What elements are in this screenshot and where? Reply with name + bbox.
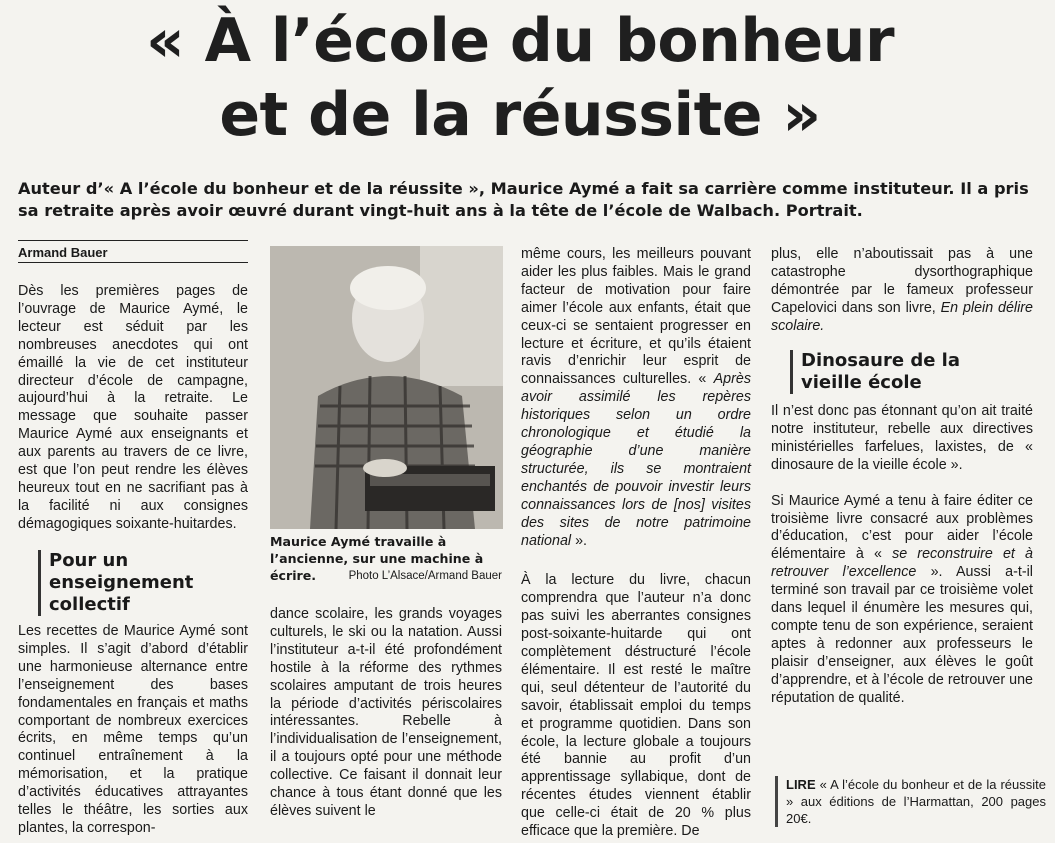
dysorthography-text: plus, elle n’aboutissait pas à une catastrophe dysorthographique démontrée par le fameux professeur Capelovici dans son livre, — [771, 246, 1033, 316]
paragraph-rebel: Il n’est donc pas étonnant qu’on ait traité notre instituteur, rebelle aux directives ministérielles farfelues, laxistes, de « dinosaure de la vieille école ». — [771, 403, 1033, 473]
read-text: « A l’école du bonheur et de la réussite » aux éditions de l’Harmattan, 200 pages 20€. — [786, 777, 1046, 826]
author-byline: Armand Bauer — [18, 240, 248, 263]
column-4-top — [771, 246, 1033, 336]
subheading-dinosaur: Dinosaure de la vieille école — [790, 350, 1021, 394]
subheading-collective-teaching: Pour un enseignement collectif — [38, 550, 219, 616]
book-title-reference: En plein délire scolaire. — [771, 299, 1033, 334]
read-label: LIRE — [786, 777, 816, 792]
paragraph-activities: dance scolaire, les grands voyages culturels, le ski ou la natation. Aussi l’instituteur a-t-il été profondément hostile à la réforme des rythmes scolaires amputant de trois heures la période d’activités périscolaires intéressantes. Rebelle à l’individualisation de l’enseignement, il a toujours opté pour une méthode collective. Ce faisant il donnait leur chance à tous étant donné que les élèves suivent le — [270, 606, 502, 819]
paragraph-recipes: Les recettes de Maurice Aymé sont simples. Il s’agit d’abord d’établir une harmonieuse alternance entre l’enseignement des bases fondamentales en français et maths comportant de nombreux exercices écrits, en même temps qu’un continuel entraînement à la mémorisation, et la pratique d’activités éducatives attrayantes telles le théâtre, les sorties aux plantes, la correspon- — [18, 623, 248, 836]
column-2 — [270, 606, 502, 821]
column-1-bottom — [18, 623, 248, 838]
photo-credit: Photo L’Alsace/Armand Bauer — [348, 570, 502, 582]
motivation-quote: Après avoir assimilé les repères historiques selon un ordre chronologique et étudié la géographie d’une manière structurée, ils se montraient enchantés de pouvoir investir leurs connaissances lors de [nos] visites des sites de notre patrimoine national — [521, 371, 751, 549]
paragraph-motivation — [521, 246, 751, 550]
paragraph-intro: Dès les premières pages de l’ouvrage de Maurice Aymé, le lecteur est séduit par les nombreuses anecdotes qui ont émaillé la vie de cet instituteur directeur d’école de campagne, aujourd’hui à la retraite. Le message que souhaite passer Maurice Aymé aux enseignants et aux parents au travers de ce livre, est que l’on peut rendre les élèves heureux tout en ne sacrifiant pas à la facilité ni aux consignes démagogiques soixante-huitardes. — [18, 283, 248, 532]
column-4-bottom — [771, 403, 1033, 708]
headline-line-1: « À l’école du bonheur — [145, 6, 895, 76]
column-3 — [521, 246, 751, 841]
third-book-text-2: ». Aussi a-t-il terminé son travail par ce troisième volet dans lequel il énumère les mesures qui, compte tenu de son expérience, seraient aptes à redonner aux professeurs le plaisir d’enseigner, aux élèves le goût d’apprendre, et à l’école de retrouver une réputation de qualité. — [771, 564, 1033, 706]
third-book-quote: se reconstruire et à retrouver l’excellence — [771, 546, 1033, 581]
paragraph-third-book — [771, 493, 1033, 708]
motivation-text: même cours, les meilleurs pouvant aider les plus faibles. Mais le grand facteur de motivation pour faire aimer l’école aux enfants, était que ceux-ci se sentaient progresser en lecture et écriture, et qu’ils étaient ravis d’enrichir leur esprit de connaissances culturelles. « — [521, 246, 751, 388]
paragraph-reading: À la lecture du livre, chacun comprendra que l’auteur n’a donc pas suivi les aberrantes consignes post-soixante-huitarde qui ont complètement déstructuré l’école élémentaire. Il est resté le maître qui, seul détenteur de l’autorité du savoir, établissait emploi du temps et programme quotidien. Dans son école, la lecture globale a toujours été bannie au profit d’un apprentissage syllabique, dont de récentes études viennent établir que celle-ci était de 20 % plus efficace que la première. De — [521, 572, 751, 840]
lead-paragraph: Auteur d’« A l’école du bonheur et de la réussite », Maurice Aymé a fait sa carrière comme instituteur. Il a pris sa retraite après avoir œuvré durant vingt-huit ans à la tête de l’école de Walbach. Portrait. — [18, 179, 1029, 220]
photo-caption: Maurice Aymé travaille à l’ancienne, sur une machine à écrire. — [270, 534, 484, 583]
third-book-text-1: Si Maurice Aymé a tenu à faire éditer ce troisième livre consacré aux problèmes d’éducation, c’est pour aider l’école élémentaire à « — [771, 492, 1033, 563]
column-1-top — [18, 283, 248, 534]
motivation-end: ». — [575, 532, 588, 549]
paragraph-dysorthography — [771, 246, 1033, 336]
read-box — [775, 776, 1046, 827]
headline-line-2: et de la réussite » — [219, 80, 821, 150]
headline — [90, 4, 950, 152]
article-photo — [270, 246, 503, 529]
